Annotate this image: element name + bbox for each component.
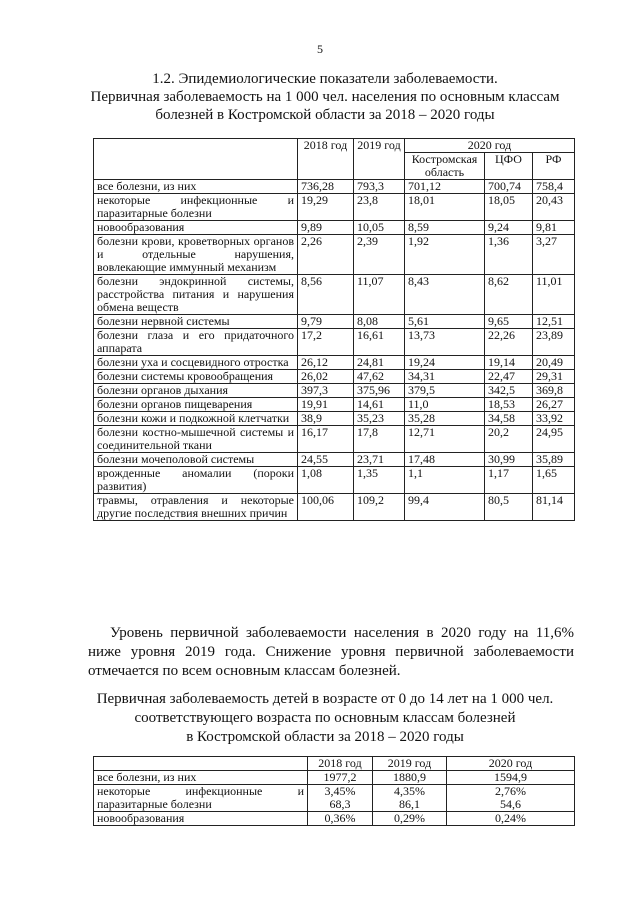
morbidity-table xyxy=(93,138,575,521)
value-rf-cell: 26,27 xyxy=(533,398,575,412)
value-kostroma-cell: 11,0 xyxy=(405,398,485,412)
table-row xyxy=(94,453,575,467)
row-name-cell: болезни крови, кроветворных органов и отдельные нарушения, вовлекающие иммунный механизм xyxy=(94,235,298,275)
value-2020-cell xyxy=(447,771,575,785)
row-name-cell: болезни мочеполовой системы xyxy=(94,453,298,467)
value-rf-cell: 35,89 xyxy=(533,453,575,467)
value-2019-cell: 11,07 xyxy=(354,275,405,315)
value-cfo-cell: 1,17 xyxy=(485,467,533,494)
section-heading xyxy=(60,70,590,124)
table-row xyxy=(94,412,575,426)
row-name-cell: болезни костно-мышечной системы и соединительной ткани xyxy=(94,426,298,453)
value-2018-cell: 16,17 xyxy=(298,426,354,453)
value-2018-cell: 26,02 xyxy=(298,370,354,384)
value-2019-cell: 24,81 xyxy=(354,356,405,370)
value-rf-cell: 12,51 xyxy=(533,315,575,329)
value-2018-cell: 1,08 xyxy=(298,467,354,494)
value-2018-cell: 2,26 xyxy=(298,235,354,275)
row-name-cell: болезни кожи и подкожной клетчатки xyxy=(94,412,298,426)
section-heading-line: Первичная заболеваемость на 1 000 чел. населения по основным классам xyxy=(90,89,560,105)
cell-value: 68,3 xyxy=(329,797,351,811)
header-kostroma: Костромская область xyxy=(405,153,485,180)
header-2019: 2019 год xyxy=(354,139,405,180)
row-name-cell: болезни органов дыхания xyxy=(94,384,298,398)
children-heading-line: соответствующего возраста по основным классам болезней xyxy=(134,710,516,726)
value-rf-cell: 23,89 xyxy=(533,329,575,356)
header-name-cell xyxy=(94,139,298,180)
value-cfo-cell: 30,99 xyxy=(485,453,533,467)
value-2018-cell xyxy=(308,812,373,826)
value-rf-cell: 24,95 xyxy=(533,426,575,453)
value-cfo-cell: 22,26 xyxy=(485,329,533,356)
header-2020: 2020 год xyxy=(447,757,575,771)
value-2019-cell: 2,39 xyxy=(354,235,405,275)
value-2018-cell: 17,2 xyxy=(298,329,354,356)
table-row xyxy=(94,785,575,812)
row-name-cell: все болезни, из них xyxy=(94,180,298,194)
value-2018-cell: 24,55 xyxy=(298,453,354,467)
value-2019-cell xyxy=(373,771,447,785)
value-cfo-cell: 9,65 xyxy=(485,315,533,329)
value-2018-cell: 26,12 xyxy=(298,356,354,370)
value-2018-cell xyxy=(308,785,373,812)
value-rf-cell: 9,81 xyxy=(533,221,575,235)
children-morbidity-table xyxy=(93,756,575,826)
row-name-cell: болезни глаза и его придаточного аппарата xyxy=(94,329,298,356)
table-row xyxy=(94,221,575,235)
table-row xyxy=(94,356,575,370)
value-2019-cell: 1,35 xyxy=(354,467,405,494)
value-kostroma-cell: 5,61 xyxy=(405,315,485,329)
value-2019-cell xyxy=(373,785,447,812)
value-kostroma-cell: 17,48 xyxy=(405,453,485,467)
value-cfo-cell: 22,47 xyxy=(485,370,533,384)
value-2019-cell: 35,23 xyxy=(354,412,405,426)
row-name-cell: болезни эндокринной системы, расстройства питания и нарушения обмена веществ xyxy=(94,275,298,315)
cell-value: 3,45% xyxy=(324,784,356,798)
value-2019-cell: 8,08 xyxy=(354,315,405,329)
cell-value: 54,6 xyxy=(500,797,521,811)
value-rf-cell: 20,49 xyxy=(533,356,575,370)
value-cfo-cell: 80,5 xyxy=(485,494,533,521)
value-cfo-cell: 18,53 xyxy=(485,398,533,412)
cell-value: 86,1 xyxy=(399,797,420,811)
header-2019: 2019 год xyxy=(373,757,447,771)
value-rf-cell: 3,27 xyxy=(533,235,575,275)
header-2018: 2018 год xyxy=(298,139,354,180)
page-number: 5 xyxy=(317,42,323,56)
table-row xyxy=(94,180,575,194)
table-row xyxy=(94,812,575,826)
value-rf-cell: 81,14 xyxy=(533,494,575,521)
value-2019-cell: 16,61 xyxy=(354,329,405,356)
table-row xyxy=(94,235,575,275)
table-row xyxy=(94,315,575,329)
value-kostroma-cell: 1,1 xyxy=(405,467,485,494)
cell-value: 4,35% xyxy=(394,784,425,798)
row-name-cell: некоторые инфекционные и паразитарные болезни xyxy=(94,194,298,221)
table-row xyxy=(94,494,575,521)
value-cfo-cell: 8,62 xyxy=(485,275,533,315)
value-kostroma-cell: 13,73 xyxy=(405,329,485,356)
value-2019-cell: 23,8 xyxy=(354,194,405,221)
summary-paragraph: Уровень первичной заболеваемости населения в 2020 году на 11,6% ниже уровня 2019 года. Снижение уровня первичной заболеваемости отмечается по всем основным классам болезней. xyxy=(88,625,574,679)
value-2018-cell: 9,89 xyxy=(298,221,354,235)
value-rf-cell: 1,65 xyxy=(533,467,575,494)
value-kostroma-cell: 35,28 xyxy=(405,412,485,426)
value-rf-cell: 369,8 xyxy=(533,384,575,398)
value-kostroma-cell: 8,43 xyxy=(405,275,485,315)
value-2018-cell: 100,06 xyxy=(298,494,354,521)
value-kostroma-cell: 34,31 xyxy=(405,370,485,384)
value-rf-cell: 20,43 xyxy=(533,194,575,221)
header-2018: 2018 год xyxy=(308,757,373,771)
table-row xyxy=(94,194,575,221)
value-2018-cell xyxy=(308,771,373,785)
value-kostroma-cell: 379,5 xyxy=(405,384,485,398)
value-2019-cell: 14,61 xyxy=(354,398,405,412)
children-heading-line: в Костромской области за 2018 – 2020 годы xyxy=(186,729,464,745)
cell-value: 0,24% xyxy=(495,811,526,825)
table-row xyxy=(94,426,575,453)
header-2020: 2020 год xyxy=(405,139,575,153)
value-2018-cell: 19,29 xyxy=(298,194,354,221)
row-name-cell: травмы, отравления и некоторые другие последствия внешних причин xyxy=(94,494,298,521)
value-2020-cell xyxy=(447,785,575,812)
value-kostroma-cell: 701,12 xyxy=(405,180,485,194)
value-2019-cell: 10,05 xyxy=(354,221,405,235)
table-header-row xyxy=(94,757,575,771)
cell-value: 0,36% xyxy=(324,811,356,825)
value-2018-cell: 19,91 xyxy=(298,398,354,412)
value-cfo-cell: 700,74 xyxy=(485,180,533,194)
value-rf-cell: 29,31 xyxy=(533,370,575,384)
value-2019-cell: 47,62 xyxy=(354,370,405,384)
value-cfo-cell: 9,24 xyxy=(485,221,533,235)
table-row xyxy=(94,398,575,412)
header-rf: РФ xyxy=(533,153,575,180)
value-cfo-cell: 18,05 xyxy=(485,194,533,221)
value-2019-cell: 375,96 xyxy=(354,384,405,398)
cell-value: 1977,2 xyxy=(323,770,357,784)
children-section-heading xyxy=(60,690,590,747)
row-name-cell: болезни нервной системы xyxy=(94,315,298,329)
value-2019-cell xyxy=(373,812,447,826)
value-rf-cell: 758,4 xyxy=(533,180,575,194)
value-rf-cell: 11,01 xyxy=(533,275,575,315)
value-kostroma-cell: 19,24 xyxy=(405,356,485,370)
row-name-cell: новообразования xyxy=(94,221,298,235)
value-2018-cell: 397,3 xyxy=(298,384,354,398)
table-row xyxy=(94,384,575,398)
table-row xyxy=(94,370,575,384)
section-heading-line: 1.2. Эпидемиологические показатели заболеваемости. xyxy=(152,71,498,87)
header-cfo: ЦФО xyxy=(485,153,533,180)
table-row xyxy=(94,275,575,315)
row-name-cell: болезни системы кровообращения xyxy=(94,370,298,384)
table-header-row xyxy=(94,139,575,153)
value-2019-cell: 23,71 xyxy=(354,453,405,467)
row-name-cell: новообразования xyxy=(94,812,308,826)
cell-value: 0,29% xyxy=(394,811,425,825)
cell-value: 1880,9 xyxy=(393,770,426,784)
value-kostroma-cell: 1,92 xyxy=(405,235,485,275)
value-kostroma-cell: 99,4 xyxy=(405,494,485,521)
value-kostroma-cell: 18,01 xyxy=(405,194,485,221)
value-cfo-cell: 34,58 xyxy=(485,412,533,426)
value-2019-cell: 793,3 xyxy=(354,180,405,194)
value-cfo-cell: 1,36 xyxy=(485,235,533,275)
row-name-cell: все болезни, из них xyxy=(94,771,308,785)
value-2018-cell: 38,9 xyxy=(298,412,354,426)
section-heading-line: болезней в Костромской области за 2018 – 2020 годы xyxy=(155,107,495,123)
value-cfo-cell: 19,14 xyxy=(485,356,533,370)
value-rf-cell: 33,92 xyxy=(533,412,575,426)
value-2019-cell: 109,2 xyxy=(354,494,405,521)
row-name-cell: болезни органов пищеварения xyxy=(94,398,298,412)
row-name-cell: некоторые инфекционные и паразитарные болезни xyxy=(94,785,308,812)
value-2018-cell: 8,56 xyxy=(298,275,354,315)
value-2020-cell xyxy=(447,812,575,826)
cell-value: 2,76% xyxy=(495,784,526,798)
value-2018-cell: 9,79 xyxy=(298,315,354,329)
row-name-cell: врожденные аномалии (пороки развития) xyxy=(94,467,298,494)
value-2018-cell: 736,28 xyxy=(298,180,354,194)
row-name-cell: болезни уха и сосцевидного отростка xyxy=(94,356,298,370)
value-cfo-cell: 20,2 xyxy=(485,426,533,453)
table-row xyxy=(94,329,575,356)
table-row xyxy=(94,467,575,494)
children-heading-line: Первичная заболеваемость детей в возрасте от 0 до 14 лет на 1 000 чел. xyxy=(96,691,554,707)
value-kostroma-cell: 8,59 xyxy=(405,221,485,235)
value-2019-cell: 17,8 xyxy=(354,426,405,453)
value-kostroma-cell: 12,71 xyxy=(405,426,485,453)
table-row xyxy=(94,771,575,785)
value-cfo-cell: 342,5 xyxy=(485,384,533,398)
header-name-cell xyxy=(94,757,308,771)
cell-value: 1594,9 xyxy=(494,770,527,784)
